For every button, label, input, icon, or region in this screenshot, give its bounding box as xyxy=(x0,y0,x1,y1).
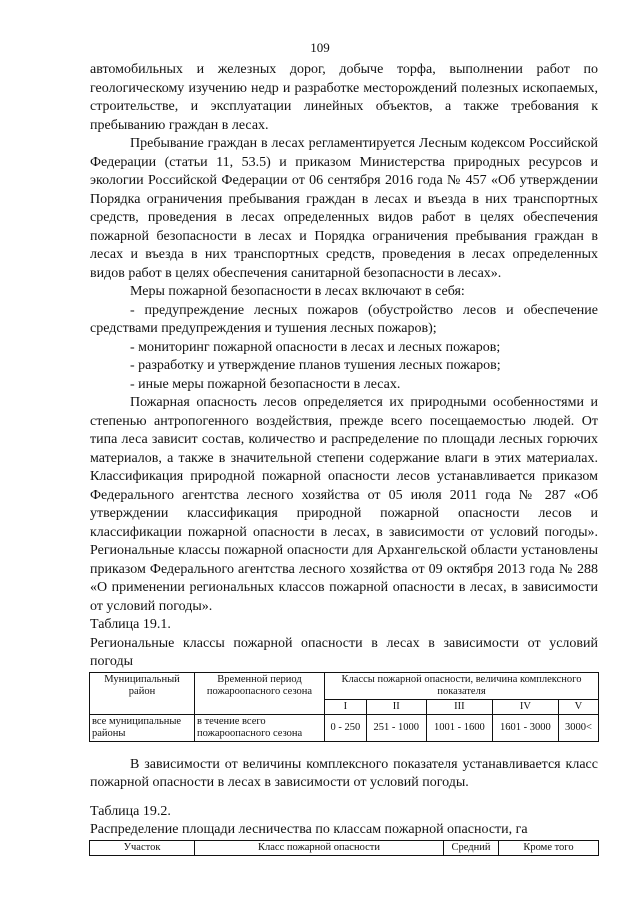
table2-header: Участок xyxy=(90,840,195,855)
table1-class-number: II xyxy=(366,699,426,714)
table2 xyxy=(89,840,599,856)
table1-header-classes: Классы пожарной опасности, величина комплексного показателя xyxy=(325,672,599,699)
page-number: 109 xyxy=(310,40,330,55)
paragraph-1: автомобильных и железных дорог, добыче торфа, выполнении работ по геологическому изучению недр и разработке месторождений полезных ископаемых, строительстве, и эксплуатации линейных объектов, а также требования к пребыванию граждан в лесах. xyxy=(90,62,598,133)
table1-class-number: IV xyxy=(492,699,558,714)
table1-class-number: V xyxy=(558,699,598,714)
table2-label: Таблица 19.2. xyxy=(90,803,171,819)
paragraph-2: Пребывание граждан в лесах регламентируется Лесным кодексом Российской Федерации (статьи 11, 53.5) и приказом Министерства природных ресурсов и экологии Российской Федерации от 06 сентября 2016 года № 457 «Об утверждении Порядка ограничения пребывания граждан в лесах и въезда в них транспортных средств, проведения в лесах определенных видов работ в целях обеспечения пожарной безопасности в лесах и Порядка ограничения пребывания граждан в лесах и въезда в них транспортных средств, проведения в лесах определенных видов работ в целях обеспечения санитарной безопасности в лесах». xyxy=(90,136,598,281)
table1-header-period: Временной период пожароопасного сезона xyxy=(195,672,325,714)
table1-cell-value: 1601 - 3000 xyxy=(492,714,558,741)
table1 xyxy=(89,672,599,742)
table1-cell-period: в течение всего пожароопасного сезона xyxy=(195,714,325,741)
table2-header: Класс пожарной опасности xyxy=(195,840,444,855)
table1-cell-value: 1001 - 1600 xyxy=(426,714,492,741)
list-item: - иные меры пожарной безопасности в лесах. xyxy=(130,376,401,392)
list-item: - мониторинг пожарной опасности в лесах и лесных пожаров; xyxy=(130,339,501,355)
table1-title: Региональные классы пожарной опасности в лесах в зависимости от условий погоды xyxy=(90,635,598,669)
table1-label: Таблица 19.1. xyxy=(90,617,171,632)
list-item: - предупреждение лесных пожаров (обустройство лесов и обеспечение средствами предупреждения и тушения лесных пожаров); xyxy=(90,302,598,336)
body-text xyxy=(90,61,598,856)
table1-cell-value: 251 - 1000 xyxy=(366,714,426,741)
table2-header: Кроме того xyxy=(499,840,599,855)
list-item: - разработку и утверждение планов тушения лесных пожаров; xyxy=(130,358,501,373)
table2-header: Средний xyxy=(444,840,499,855)
table1-cell-value: 0 - 250 xyxy=(325,714,367,741)
table2-title: Распределение площади лесничества по классам пожарной опасности, га xyxy=(90,822,528,837)
paragraph-4: Пожарная опасность лесов определяется их природными особенностями и степенью антропогенного воздействия, прежде всего посещаемостью людей. От типа леса зависит состав, количество и распределение по площади лесных горючих материалов, а также в значительной степени содержание влаги в этих материалах. Классификация природной пожарной опасности лесов устанавливается приказом Федерального агентства лесного хозяйства от 05 июля 2011 года № 287 «Об утверждении классификация природной пожарной опасности лесов и классификации пожарной опасности в лесах, в зависимости от условий погоды». Региональные классы пожарной опасности для Архангельской области установлены приказом Федерального агентства лесного хозяйства от 09 октября 2013 года № 288 «О применении региональных классов пожарной опасности в лесах, в зависимости от условий погоды». xyxy=(90,395,598,614)
table1-cell-value: 3000< xyxy=(558,714,598,741)
paragraph-3: Меры пожарной безопасности в лесах включают в себя: xyxy=(130,284,465,299)
table-row xyxy=(90,714,599,741)
paragraph-5: В зависимости от величины комплексного показателя устанавливается класс пожарной опасности в лесах в зависимости от условий погоды. xyxy=(90,756,598,790)
table1-cell-district: все муниципальные районы xyxy=(90,714,195,741)
table1-class-number: III xyxy=(426,699,492,714)
table1-header-district: Муниципальный район xyxy=(90,672,195,714)
table1-class-number: I xyxy=(325,699,367,714)
